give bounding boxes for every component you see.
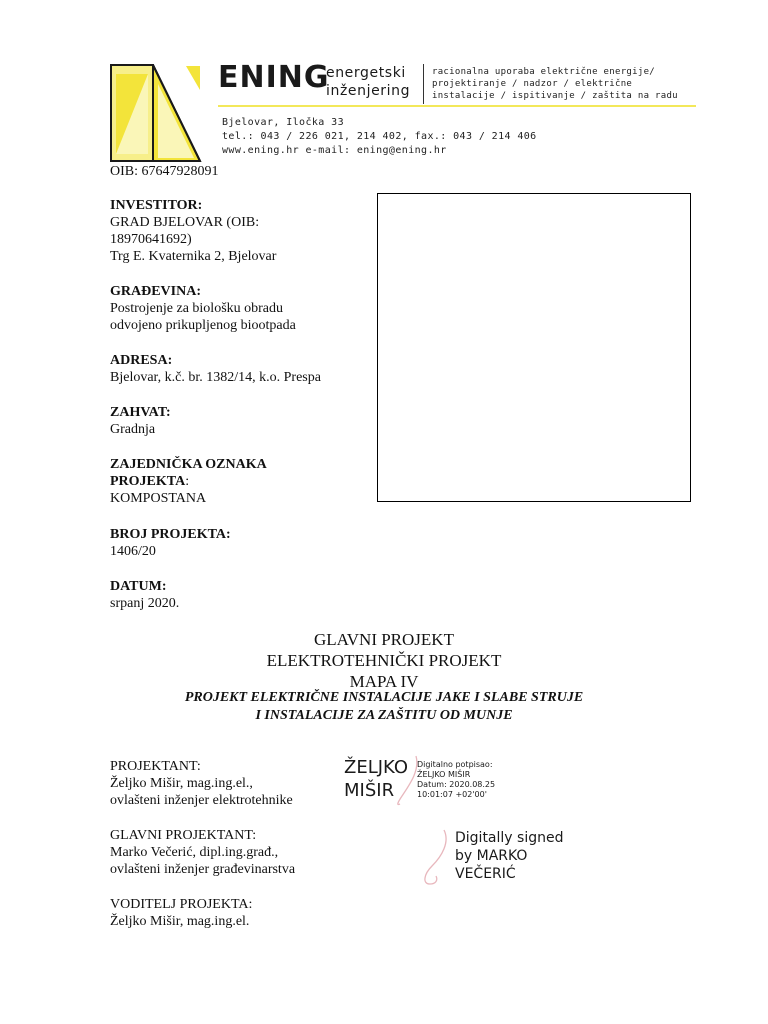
signature-2-line: VEČERIĆ: [455, 866, 516, 882]
signature-2-scribble-icon: [418, 826, 460, 888]
signature-2-line: Digitally signed: [455, 830, 564, 846]
signature-2-block: [455, 829, 563, 883]
field-broj: [110, 526, 231, 560]
contact-phone: tel.: 043 / 226 021, 214 402, fax.: 043 / 214 406: [222, 131, 537, 142]
title-elektrotehnicki: ELEKTROTEHNIČKI PROJEKT: [266, 651, 502, 670]
ening-logo-icon: [110, 64, 202, 162]
letterhead-divider: [423, 64, 424, 104]
field-label: INVESTITOR:: [110, 198, 203, 213]
field-adresa: [110, 352, 321, 386]
person-voditelj: [110, 896, 252, 930]
title-mapa: MAPA IV: [349, 672, 419, 691]
field-label: ADRESA:: [110, 353, 173, 368]
brand-name: ENING: [218, 60, 330, 95]
signature-1-first: ŽELJKO: [344, 757, 409, 778]
field-value: KOMPOSTANA: [110, 491, 207, 506]
services-line: instalacije / ispitivanje / zaštita na radu: [432, 91, 678, 101]
field-label-suffix: :: [185, 474, 190, 489]
field-value: 1406/20: [110, 544, 156, 559]
services-list: [432, 66, 678, 102]
field-value: Gradnja: [110, 422, 156, 437]
contact-block: [222, 116, 537, 158]
person-title: ovlašteni inženjer građevinarstva: [110, 862, 296, 877]
field-label: BROJ PROJEKTA:: [110, 527, 231, 542]
signature-1-last: MIŠIR: [344, 780, 395, 801]
field-label: GRAĐEVINA:: [110, 284, 201, 299]
field-value: srpanj 2020.: [110, 596, 180, 611]
field-value: Bjelovar, k.č. br. 1382/14, k.o. Prespa: [110, 370, 321, 385]
signature-1-line: ŽELJKO MIŠIR: [417, 770, 471, 779]
field-label: PROJEKTA: [110, 474, 186, 489]
signature-1-line: 10:01:07 +02'00': [417, 790, 487, 799]
person-name: Željko Mišir, mag.ing.el.: [110, 914, 250, 929]
photo-frame: [377, 193, 691, 502]
signature-1-line: Digitalno potpisao:: [417, 760, 493, 769]
field-zahvat: [110, 404, 171, 438]
field-value: Trg E. Kvaternika 2, Bjelovar: [110, 249, 277, 264]
field-value: 18970641692): [110, 232, 192, 247]
person-title: ovlašteni inženjer elektrotehnike: [110, 793, 293, 808]
title-glavni-projekt: GLAVNI PROJEKT: [314, 630, 454, 649]
field-oznaka: [110, 456, 267, 507]
person-projektant: [110, 758, 293, 809]
field-value: Postrojenje za biološku obradu: [110, 301, 284, 316]
field-datum: [110, 578, 179, 612]
contact-web: www.ening.hr e-mail: ening@ening.hr: [222, 145, 447, 156]
services-line: racionalna uporaba električne energije/: [432, 67, 656, 77]
subtitle-line-2: I INSTALACIJE ZA ZAŠTITU OD MUNJE: [255, 708, 513, 723]
services-line: projektiranje / nadzor / električne: [432, 79, 633, 89]
field-value: GRAD BJELOVAR (OIB:: [110, 215, 260, 230]
field-label: DATUM:: [110, 579, 167, 594]
signature-1-name: [344, 756, 408, 802]
brand-sub-1: energetski: [326, 65, 406, 81]
person-role: GLAVNI PROJEKTANT:: [110, 828, 257, 843]
person-name: Marko Večerić, dipl.ing.građ.,: [110, 845, 279, 860]
person-role: VODITELJ PROJEKTA:: [110, 897, 253, 912]
signature-1-line: Datum: 2020.08.25: [417, 780, 496, 789]
field-label: ZAHVAT:: [110, 405, 171, 420]
person-name: Željko Mišir, mag.ing.el.,: [110, 776, 253, 791]
signature-2-line: by MARKO: [455, 848, 528, 864]
contact-address: Bjelovar, Iločka 33: [222, 117, 344, 128]
field-value: odvojeno prikupljenog biootpada: [110, 318, 296, 333]
signature-1-details: [417, 760, 495, 800]
field-label: ZAJEDNIČKA OZNAKA: [110, 457, 267, 472]
brand-sub-2: inženjering: [326, 83, 411, 99]
person-role: PROJEKTANT:: [110, 759, 201, 774]
field-investitor: [110, 197, 276, 265]
subtitle-line-1: PROJEKT ELEKTRIČNE INSTALACIJE JAKE I SLABE STRUJE: [184, 690, 584, 705]
field-gradevina: [110, 283, 296, 334]
person-glavni-projektant: [110, 827, 295, 878]
letterhead-rule: [218, 105, 696, 107]
company-oib: OIB: 67647928091: [110, 164, 219, 179]
